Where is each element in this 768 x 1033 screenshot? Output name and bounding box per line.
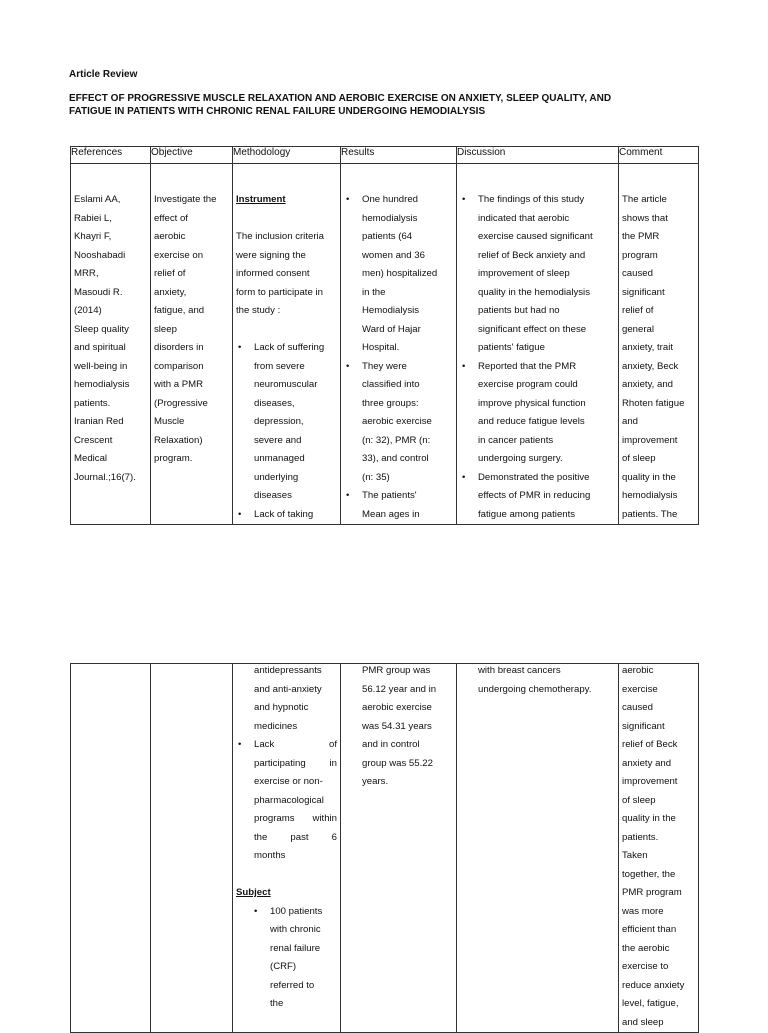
text-line: PMR group was: [362, 665, 431, 676]
bullet-line: referred to: [270, 979, 315, 991]
bullet-line: [236, 792, 337, 811]
text-line: Journal.;16(7).: [74, 471, 136, 483]
header-methodology: Methodology: [233, 147, 341, 164]
text-line: Medical: [74, 453, 108, 464]
text-line: exercise to: [622, 961, 669, 972]
bullet-line: The findings of this study •: [460, 191, 615, 210]
bullet-item: [344, 358, 453, 488]
bullet-line: improvement of sleep: [478, 268, 570, 279]
text-line: relief of: [154, 268, 186, 279]
word: Lack: [254, 739, 275, 750]
title-line-2: FATIGUE IN PATIENTS WITH CHRONIC RENAL FAILURE UNDERGOING HEMODIALYSIS: [69, 106, 486, 117]
bullet-line: from severe: [254, 360, 305, 372]
bullet-line: and reduce fatigue levels: [478, 416, 585, 427]
comment-cell: [619, 164, 699, 525]
text-line: medicines: [254, 720, 298, 732]
table-row: [71, 164, 699, 525]
header-comment: Comment: [619, 147, 699, 164]
text-line: significant: [622, 286, 665, 298]
bullet-line: the: [270, 998, 284, 1009]
text-line: quality in the: [622, 471, 676, 483]
text-line: comparison: [154, 360, 204, 372]
bullet-line: depression,: [254, 416, 304, 427]
text-line: (2014): [74, 305, 102, 316]
bullet-line: [236, 755, 337, 774]
text-line: Rabiei L,: [74, 212, 112, 224]
bullet-line: [236, 829, 337, 848]
bullet-line: in cancer patients: [478, 434, 554, 446]
bullet-line: underlying: [254, 471, 299, 483]
bullet-line: hemodialysis: [362, 212, 418, 224]
bullet-line: 33), and control: [362, 453, 429, 464]
table-row: [71, 664, 699, 1033]
text-line: The inclusion criteria: [236, 231, 324, 242]
text-line: and anti-anxiety: [254, 683, 322, 695]
bullet-line: improve physical function: [478, 397, 586, 409]
bullet-icon: •: [462, 360, 466, 372]
bullet-item: [460, 358, 615, 469]
text-line: of sleep: [622, 794, 656, 806]
bullet-line: Ward of Hajar: [362, 323, 421, 335]
bullet-line: patients (64: [362, 231, 413, 242]
bullet-line: three groups:: [362, 397, 419, 409]
text-line: Khayri F,: [74, 231, 112, 242]
text-line: the study :: [236, 305, 281, 316]
text-line: the aerobic: [622, 942, 670, 954]
text-line: and hypnotic: [254, 702, 309, 713]
bullet-line: undergoing surgery.: [478, 453, 563, 464]
text-line: with breast cancers: [478, 665, 561, 676]
bullet-line: They were •: [344, 358, 453, 377]
text-line: exercise: [622, 683, 658, 695]
text-line: Masoudi R.: [74, 286, 123, 298]
references-cell: [71, 164, 151, 525]
bullet-line: fatigue among patients: [478, 508, 576, 520]
word: the: [254, 831, 268, 843]
text-line: Investigate the: [154, 194, 217, 205]
text-line: with a PMR: [154, 379, 204, 390]
bullet-line: [236, 810, 337, 829]
text-line: 56.12 year and in: [362, 683, 437, 695]
header-references: References: [71, 147, 151, 164]
bullet-line: Lack of taking •: [236, 506, 337, 525]
text-line: anxiety, trait: [622, 342, 674, 353]
bullet-line: 100 patients •: [236, 903, 337, 922]
header-results: Results: [341, 147, 457, 164]
text-line: Rhoten fatigue: [622, 397, 685, 409]
text-line: program: [622, 249, 658, 261]
text-line: disorders in: [154, 342, 204, 353]
text-line: Relaxation): [154, 434, 203, 446]
bullet-line: (n: 32), PMR (n:: [362, 434, 431, 446]
bullet-icon: •: [238, 342, 242, 353]
text-line: reduce anxiety: [622, 979, 685, 991]
bullet-item: [460, 469, 615, 525]
bullet-line: exercise caused significant: [478, 231, 593, 242]
bullet-line: exercise program could: [478, 379, 578, 390]
bullet-line: renal failure: [270, 942, 321, 954]
text-line: improvement: [622, 434, 678, 446]
word: in: [329, 757, 337, 769]
text-line: patients.: [622, 831, 659, 843]
text-line: Eslami AA,: [74, 194, 121, 205]
bullet-line: with chronic: [270, 924, 321, 935]
bullet-line: indicated that aerobic: [478, 212, 570, 224]
methodology-cell: [233, 164, 341, 525]
review-table-page-1: [70, 146, 699, 525]
review-table-page-2: [70, 663, 699, 1033]
objective-cell: [151, 164, 233, 525]
text-line: of sleep: [622, 453, 656, 464]
results-cell: [341, 664, 457, 1033]
text-line: undergoing chemotherapy.: [478, 683, 592, 695]
text-line: MRR,: [74, 268, 99, 279]
bullet-item: [236, 339, 337, 506]
text-line: antidepressants: [254, 665, 322, 676]
bullet-item: [344, 487, 453, 524]
word: participating: [254, 757, 306, 769]
header-discussion: Discussion: [457, 147, 619, 164]
bullet-line: diseases,: [254, 397, 295, 409]
bullet-line: neuromuscular: [254, 379, 318, 390]
bullet-line: [236, 773, 337, 792]
bullet-line: patients' fatigue: [478, 342, 545, 353]
text-line: and in control: [362, 739, 420, 750]
bullet-line: One hundred •: [344, 191, 453, 210]
discussion-cell: [457, 664, 619, 1033]
text-line: level, fatigue,: [622, 998, 679, 1009]
bullet-icon: •: [346, 194, 350, 205]
word: pharmacological: [254, 794, 324, 806]
text-line: improvement: [622, 776, 678, 787]
bullet-icon: •: [238, 739, 242, 750]
bullet-icon: •: [346, 360, 350, 372]
word: programs: [254, 813, 295, 824]
text-line: efficient than: [622, 924, 677, 935]
text-line: aerobic: [154, 231, 186, 242]
bullet-line: effects of PMR in reducing: [478, 490, 591, 501]
text-line: anxiety and: [622, 757, 672, 769]
bullet-line: patients but had no: [478, 305, 560, 316]
text-line: general: [622, 323, 655, 335]
bullet-line: [236, 847, 337, 866]
bullet-line: relief of Beck anxiety and: [478, 249, 586, 261]
text-line: were signing the: [236, 249, 306, 261]
text-line: exercise on: [154, 249, 204, 261]
instrument-heading: Instrument: [236, 194, 286, 205]
references-cell: [71, 664, 151, 1033]
text-line: hemodialysis: [622, 490, 678, 501]
bullet-icon: •: [462, 194, 466, 205]
discussion-cell: [457, 164, 619, 525]
text-line: relief of Beck: [622, 739, 678, 750]
text-line: Iranian Red: [74, 416, 124, 427]
text-line: form to participate in: [236, 286, 323, 298]
text-line: anxiety,: [154, 286, 187, 298]
text-line: Muscle: [154, 416, 185, 427]
document-title: [69, 92, 699, 118]
bullet-item: [236, 903, 337, 1014]
text-line: Nooshabadi: [74, 249, 126, 261]
bullet-line: (n: 35): [362, 471, 390, 483]
methodology-cell: [233, 664, 341, 1033]
text-line: significant: [622, 720, 665, 732]
text-line: well-being in: [74, 360, 128, 372]
bullet-line: Demonstrated the positive •: [460, 469, 615, 488]
results-cell: [341, 164, 457, 525]
bullet-line: aerobic exercise: [362, 416, 432, 427]
bullet-line: [236, 736, 337, 755]
subject-heading: Subject: [236, 887, 271, 898]
text-line: aerobic: [622, 665, 654, 676]
bullet-icon: •: [254, 905, 258, 917]
text-line: and spiritual: [74, 342, 126, 353]
text-line: anxiety, and: [622, 379, 674, 390]
bullet-line: (CRF): [270, 961, 297, 972]
text-line: anxiety, Beck: [622, 360, 679, 372]
header-row: [71, 147, 699, 164]
text-line: effect of: [154, 212, 188, 224]
text-line: caused: [622, 702, 653, 713]
text-line: shows that: [622, 212, 668, 224]
text-line: Crescent: [74, 434, 113, 446]
title-line-1: EFFECT OF PROGRESSIVE MUSCLE RELAXATION AND AEROBIC EXERCISE ON ANXIETY, SLEEP QUALITY, AND: [69, 93, 612, 104]
word: of: [328, 739, 337, 750]
text-line: hemodialysis: [74, 379, 130, 390]
bullet-line: classified into: [362, 379, 420, 390]
bullet-line: unmanaged: [254, 453, 305, 464]
text-line: and: [622, 416, 639, 427]
text-line: fatigue, and: [154, 305, 205, 316]
text-line: The article: [622, 194, 667, 205]
document-label: Article Review: [69, 69, 138, 80]
text-line: quality in the: [622, 813, 676, 824]
bullet-line: men) hospitalized: [362, 268, 438, 279]
comment-cell: [619, 664, 699, 1033]
word: past: [290, 831, 309, 843]
bullet-line: in the: [362, 286, 386, 298]
text-line: sleep: [154, 323, 177, 335]
text-line: was more: [622, 905, 664, 917]
text-line: (Progressive: [154, 397, 208, 409]
bullet-icon: •: [346, 490, 350, 501]
bullet-line: quality in the hemodialysis: [478, 286, 590, 298]
bullet-line: women and 36: [362, 249, 425, 261]
bullet-line: Mean ages in: [362, 508, 420, 520]
objective-cell: [151, 664, 233, 1033]
bullet-line: significant effect on these: [478, 323, 587, 335]
bullet-item: [460, 191, 615, 358]
text-line: PMR program: [622, 887, 682, 898]
bullet-line: Hemodialysis: [362, 305, 420, 316]
text-line: group was 55.22: [362, 757, 433, 769]
header-objective: Objective: [151, 147, 233, 164]
text-line: and sleep: [622, 1016, 664, 1028]
bullet-icon: •: [238, 508, 242, 520]
text-line: caused: [622, 268, 653, 279]
text-line: Sleep quality: [74, 323, 129, 335]
word: 6: [331, 831, 337, 843]
text-line: informed consent: [236, 268, 310, 279]
bullet-line: Reported that the PMR •: [460, 358, 615, 377]
text-line: years.: [362, 776, 389, 787]
bullet-line: Lack of suffering •: [236, 339, 337, 358]
text-line: Taken: [622, 850, 648, 861]
bullet-line: The patients' •: [344, 487, 453, 506]
bullet-line: diseases: [254, 490, 292, 501]
text-line: program.: [154, 453, 193, 464]
word: exercise or non-: [254, 776, 323, 787]
word: months: [254, 850, 286, 861]
text-line: the PMR: [622, 231, 660, 242]
word: within: [312, 813, 337, 824]
text-line: aerobic exercise: [362, 702, 432, 713]
text-line: patients. The: [622, 508, 678, 520]
bullet-item: [344, 191, 453, 358]
text-line: patients.: [74, 397, 111, 409]
text-line: together, the: [622, 868, 676, 880]
text-line: was 54.31 years: [362, 720, 432, 732]
bullet-line: Hospital.: [362, 342, 400, 353]
text-line: relief of: [622, 305, 654, 316]
bullet-icon: •: [462, 471, 466, 483]
bullet-line: severe and: [254, 434, 302, 446]
